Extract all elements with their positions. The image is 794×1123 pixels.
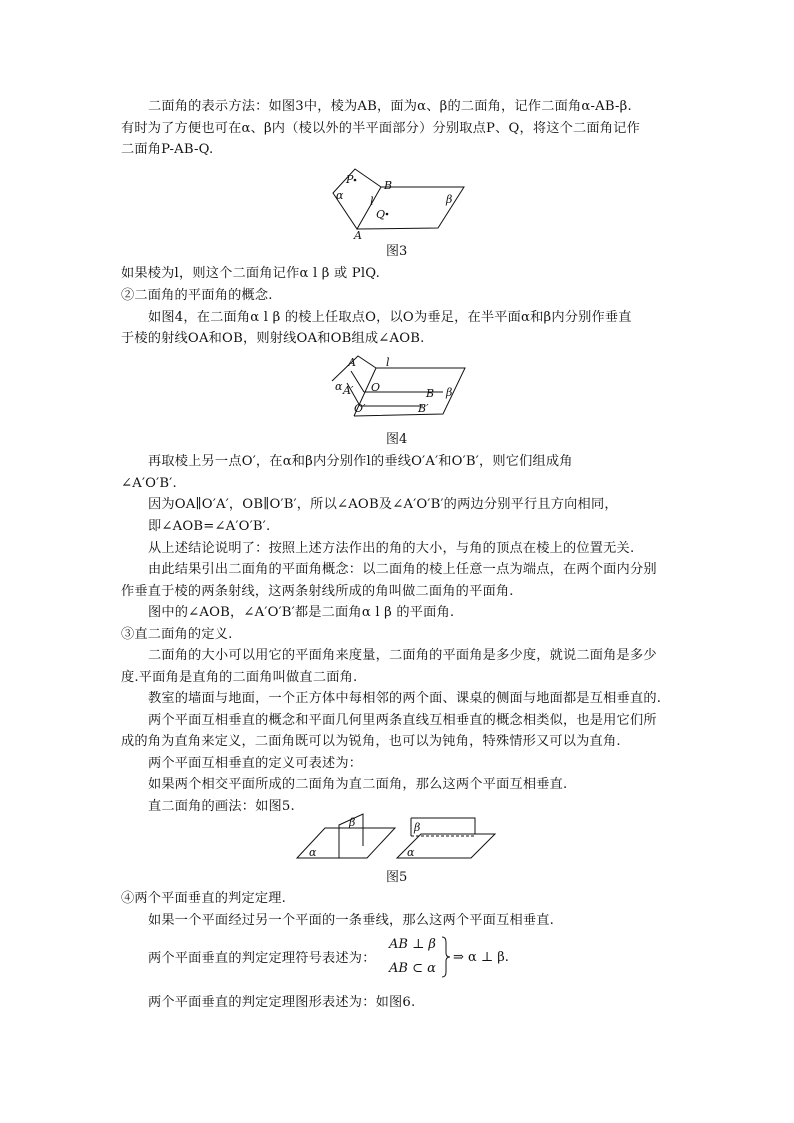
paragraph-line: 二面角P-AB-Q. [121, 142, 214, 157]
paragraph-line: 二面角的表示方法：如图3中，棱为AB，面为α、β的二面角，记作二面角α-AB-β. [148, 99, 632, 114]
paragraph-line: 如果一个平面经过另一个平面的一条垂线，那么这两个平面互相垂直. [148, 913, 555, 928]
paragraph-line: 从上述结论说明了：按照上述方法作出的角的大小，与角的顶点在棱上的位置无关. [148, 541, 635, 556]
fig5-label-alpha-left: α [309, 846, 317, 859]
paragraph-line: 两个平面垂直的判定定理图形表述为：如图6. [148, 995, 416, 1010]
paragraph-line: 度.平面角是直角的二面角叫做直二面角. [121, 670, 358, 685]
section-title: ③直二面角的定义. [121, 627, 233, 642]
fig3-label-a: A [354, 229, 362, 242]
paragraph-line: 如果两个相交平面所成的二面角为直二面角，那么这两个平面互相垂直. [148, 777, 568, 792]
paragraph-line: 因为OA∥O′A′，OB∥O′B′，所以∠AOB及∠A′O′B′的两边分别平行且方向相同， [148, 497, 618, 512]
fig3-label-q: Q [376, 208, 386, 221]
section-title: ④两个平面垂直的判定定理. [121, 891, 287, 906]
fig3-label-b: B [384, 179, 393, 192]
fig4-label-beta: β [446, 386, 453, 399]
figure-4-caption: 图4 [386, 432, 408, 447]
fig4-label-a-prime: A′ [343, 384, 354, 397]
fig5-label-beta-right: β [414, 821, 421, 834]
fig5-label-alpha-right: α [407, 846, 415, 859]
section-title: ②二面角的平面角的概念. [121, 288, 273, 303]
fig4-label-o: O [371, 381, 381, 394]
paragraph-line: 再取棱上另一点O′，在α和β内分别作l的垂线O′A′和O′B′，则它们组成角 [148, 454, 573, 469]
paragraph-line: 成的角为直角来定义，二面角既可以为锐角，也可以为钝角，特殊情形又可以为直角. [121, 734, 621, 749]
fig4-label-b-prime: B′ [418, 402, 429, 415]
paragraph-line: 如图4，在二面角α l β 的棱上任取点O，以O为垂足，在半平面α和β内分别作垂直 [148, 310, 632, 325]
theorem-condition-2: AB ⊂ α [389, 961, 436, 976]
theorem-symbolic-prefix: 两个平面垂直的判定定理符号表述为： [148, 951, 376, 966]
fig3-label-alpha: α [336, 189, 344, 202]
paragraph-line: 有时为了方便也可在α、β内（棱以外的半平面部分）分别取点P、Q，将这个二面角记作 [121, 121, 640, 136]
fig5-label-beta-left: β [349, 816, 356, 829]
paragraph-line: 图中的∠AOB，∠A′O′B′都是二面角α l β 的平面角. [148, 605, 455, 620]
paragraph-line: 如果棱为l，则这个二面角记作α l β 或 PlQ. [121, 266, 380, 281]
paragraph-line: 二面角的大小可以用它的平面角来度量，二面角的平面角是多少度，就说二面角是多少 [148, 648, 657, 663]
right-brace [441, 936, 451, 978]
fig3-label-beta: β [446, 193, 453, 206]
paragraph-line: 由此结果引出二面角的平面角概念：以二面角的棱上任意一点为端点，在两个面内分别 [148, 562, 657, 577]
theorem-condition-1: AB ⊥ β [389, 937, 436, 952]
figure-5-caption: 图5 [386, 870, 408, 885]
paragraph-line: ∠A′O′B′. [121, 476, 177, 491]
paragraph-line: 两个平面互相垂直的概念和平面几何里两条直线互相垂直的概念相类似，也是用它们所 [148, 713, 657, 728]
figure-3-dihedral-angle [325, 165, 470, 240]
fig3-label-l: l [370, 195, 374, 208]
figure-3-caption: 图3 [386, 244, 408, 259]
theorem-conclusion: ⇒ α ⊥ β. [453, 950, 509, 965]
fig4-label-alpha: α [335, 380, 343, 393]
paragraph-line: 直二面角的画法：如图5. [148, 799, 295, 814]
fig4-label-b: B [426, 387, 435, 400]
paragraph-line: 两个平面互相垂直的定义可表述为： [148, 756, 363, 771]
fig4-label-a: A [348, 356, 356, 369]
fig4-label-l: l [386, 356, 390, 369]
figure-5-right-dihedral [295, 812, 500, 864]
fig3-label-p: P [346, 173, 354, 186]
paragraph-line: 即∠AOB=∠A′O′B′. [148, 519, 271, 534]
paragraph-line: 教室的墙面与地面，一个正方体中每相邻的两个面、课桌的侧面与地面都是互相垂直的. [148, 691, 662, 706]
paragraph-line: 作垂直于棱的两条射线，这两条射线所成的角叫做二面角的平面角. [121, 584, 514, 599]
fig4-label-o-prime: O′ [354, 402, 366, 415]
paragraph-line: 于棱的射线OA和OB，则射线OA和OB组成∠AOB. [121, 331, 425, 346]
figure-4-plane-angle [330, 354, 475, 429]
